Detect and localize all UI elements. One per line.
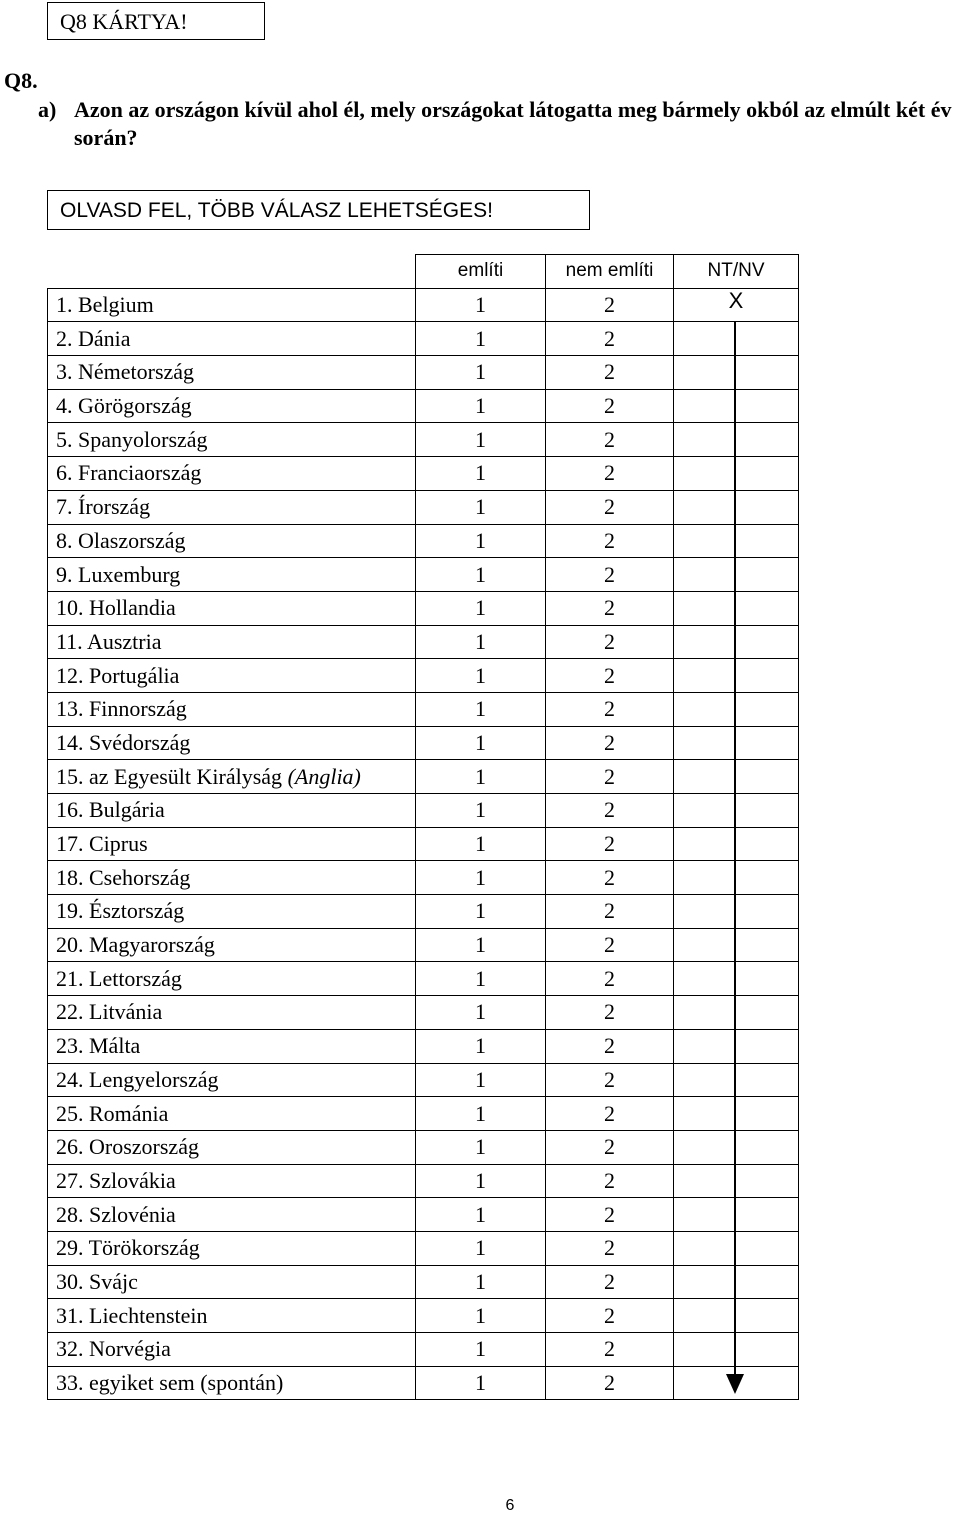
code-mentions: 1 [416,1366,546,1400]
code-not-mentions: 2 [546,423,674,457]
code-not-mentions: 2 [546,659,674,693]
code-not-mentions: 2 [546,726,674,760]
code-mentions: 1 [416,356,546,390]
code-mentions: 1 [416,591,546,625]
country-label [48,659,416,693]
code-not-mentions: 2 [546,1130,674,1164]
code-mentions: 1 [416,962,546,996]
code-mentions: 1 [416,1063,546,1097]
code-not-mentions: 2 [546,760,674,794]
country-label [48,457,416,491]
code-mentions: 1 [416,928,546,962]
country-label [48,356,416,390]
table-row [48,1097,799,1131]
country-label [48,692,416,726]
country-name: 27. Szlovákia [56,1167,176,1193]
table-row [48,760,799,794]
country-label [48,861,416,895]
table-row [48,457,799,491]
country-label [48,895,416,929]
table-row [48,1333,799,1367]
country-name: 14. Svédország [56,729,191,755]
country-label [48,322,416,356]
page-number: 6 [505,1497,515,1514]
code-mentions: 1 [416,322,546,356]
code-mentions: 1 [416,1130,546,1164]
country-name: 1. Belgium [56,292,154,318]
country-name: 30. Svájc [56,1268,138,1294]
country-name: 5. Spanyolország [56,426,208,452]
code-not-mentions: 2 [546,389,674,423]
country-name: 22. Litvánia [56,999,163,1025]
code-not-mentions: 2 [546,1198,674,1232]
table-row [48,1198,799,1232]
country-name: 6. Franciaország [56,460,202,486]
code-mentions: 1 [416,1333,546,1367]
table-row [48,1366,799,1400]
code-mentions: 1 [416,861,546,895]
table-row [48,389,799,423]
country-name: 25. Románia [56,1100,169,1126]
code-not-mentions: 2 [546,928,674,962]
code-mentions: 1 [416,524,546,558]
code-mentions: 1 [416,1299,546,1333]
table-row [48,288,799,322]
code-not-mentions: 2 [546,962,674,996]
code-mentions: 1 [416,760,546,794]
code-not-mentions: 2 [546,524,674,558]
country-name: 20. Magyarország [56,932,215,958]
code-not-mentions: 2 [546,288,674,322]
table-row [48,1164,799,1198]
code-not-mentions: 2 [546,1333,674,1367]
code-mentions: 1 [416,1097,546,1131]
code-not-mentions: 2 [546,625,674,659]
code-not-mentions: 2 [546,1366,674,1400]
table-row [48,827,799,861]
table-header-row [48,255,799,289]
question-number: Q8. [4,68,38,93]
country-label [48,1198,416,1232]
country-label [48,423,416,457]
table-row [48,423,799,457]
country-label [48,288,416,322]
code-mentions: 1 [416,288,546,322]
code-mentions: 1 [416,726,546,760]
country-name-note: (Anglia) [287,763,361,789]
country-label [48,794,416,828]
code-mentions: 1 [416,895,546,929]
country-label [48,962,416,996]
nt-nv-x-mark: X [728,288,744,313]
code-not-mentions: 2 [546,827,674,861]
table-row [48,1130,799,1164]
table-row [48,591,799,625]
code-not-mentions: 2 [546,591,674,625]
table-row [48,524,799,558]
country-label [48,389,416,423]
code-not-mentions: 2 [546,457,674,491]
table-row [48,490,799,524]
table-row [48,794,799,828]
country-name: 15. az Egyesült Királyság [56,763,283,789]
question-text: Azon az országon kívül ahol él, mely országokat látogatta meg bármely okból az elmúlt két év során? [74,97,952,150]
code-not-mentions: 2 [546,996,674,1030]
question-letter: a) [38,97,57,122]
table-row [48,1029,799,1063]
code-mentions: 1 [416,1265,546,1299]
country-name: 12. Portugália [56,662,180,688]
code-mentions: 1 [416,625,546,659]
code-not-mentions: 2 [546,490,674,524]
country-name: 2. Dánia [56,325,131,351]
country-label [48,1265,416,1299]
country-name: 24. Lengyelország [56,1066,219,1092]
country-label [48,1231,416,1265]
column-header-not-mentions: nem említi [546,255,674,289]
country-name: 4. Görögország [56,393,192,419]
country-label [48,591,416,625]
country-label [48,726,416,760]
code-mentions: 1 [416,389,546,423]
code-mentions: 1 [416,1029,546,1063]
country-name: 21. Lettország [56,965,182,991]
country-label [48,1299,416,1333]
country-name: 9. Luxemburg [56,561,181,587]
code-not-mentions: 2 [546,1265,674,1299]
table-row [48,659,799,693]
code-mentions: 1 [416,794,546,828]
table-row [48,1265,799,1299]
country-label [48,625,416,659]
code-not-mentions: 2 [546,895,674,929]
code-mentions: 1 [416,692,546,726]
table-row [48,996,799,1030]
country-table [47,254,799,1400]
country-label [48,1130,416,1164]
code-mentions: 1 [416,827,546,861]
country-name: 32. Norvégia [56,1336,171,1362]
country-label [48,490,416,524]
table-row [48,356,799,390]
country-label [48,1097,416,1131]
code-not-mentions: 2 [546,356,674,390]
code-not-mentions: 2 [546,861,674,895]
table-row [48,692,799,726]
country-name: 11. Ausztria [56,628,162,654]
code-not-mentions: 2 [546,794,674,828]
country-label [48,1333,416,1367]
table-row [48,1299,799,1333]
table-row [48,558,799,592]
code-not-mentions: 2 [546,1299,674,1333]
code-mentions: 1 [416,659,546,693]
table-row [48,962,799,996]
table-row [48,322,799,356]
code-not-mentions: 2 [546,1029,674,1063]
table-row [48,625,799,659]
table-row [48,726,799,760]
table-row [48,1231,799,1265]
header-blank-cell [48,255,416,289]
code-mentions: 1 [416,1164,546,1198]
code-mentions: 1 [416,423,546,457]
code-not-mentions: 2 [546,1231,674,1265]
country-label [48,827,416,861]
country-name: 31. Liechtenstein [56,1302,208,1328]
code-not-mentions: 2 [546,1164,674,1198]
country-name: 26. Oroszország [56,1134,199,1160]
code-not-mentions: 2 [546,558,674,592]
country-name: 17. Ciprus [56,831,148,857]
country-name: 23. Málta [56,1033,141,1059]
country-name: 19. Észtország [56,898,185,924]
table-row [48,861,799,895]
country-table-body [48,255,799,1400]
country-label [48,928,416,962]
code-mentions: 1 [416,490,546,524]
country-name: 33. egyiket sem (spontán) [56,1370,284,1396]
country-name: 8. Olaszország [56,527,186,553]
country-name: 10. Hollandia [56,595,176,621]
code-mentions: 1 [416,996,546,1030]
country-label [48,558,416,592]
code-mentions: 1 [416,1198,546,1232]
code-not-mentions: 2 [546,1063,674,1097]
country-name: 13. Finnország [56,696,187,722]
country-label [48,1063,416,1097]
column-header-nt-nv: NT/NV [674,255,799,289]
code-mentions: 1 [416,558,546,592]
code-mentions: 1 [416,457,546,491]
country-name: 28. Szlovénia [56,1201,176,1227]
country-name: 3. Németország [56,359,195,385]
code-not-mentions: 2 [546,322,674,356]
table-row [48,1063,799,1097]
skip-arrow-icon [722,322,748,1396]
table-row [48,895,799,929]
country-name: 18. Csehország [56,864,191,890]
column-header-mentions: említi [416,255,546,289]
code-mentions: 1 [416,1231,546,1265]
country-label [48,1366,416,1400]
code-not-mentions: 2 [546,692,674,726]
country-label [48,524,416,558]
country-name: 29. Törökország [56,1235,200,1261]
country-name: 16. Bulgária [56,797,165,823]
table-row [48,928,799,962]
instruction-box: OLVASD FEL, TÖBB VÁLASZ LEHETSÉGES! [47,190,590,230]
country-name: 7. Írország [56,494,151,520]
country-label [48,1029,416,1063]
country-label [48,996,416,1030]
country-label [48,1164,416,1198]
country-label [48,760,416,794]
code-not-mentions: 2 [546,1097,674,1131]
card-label: Q8 KÁRTYA! [47,2,265,40]
